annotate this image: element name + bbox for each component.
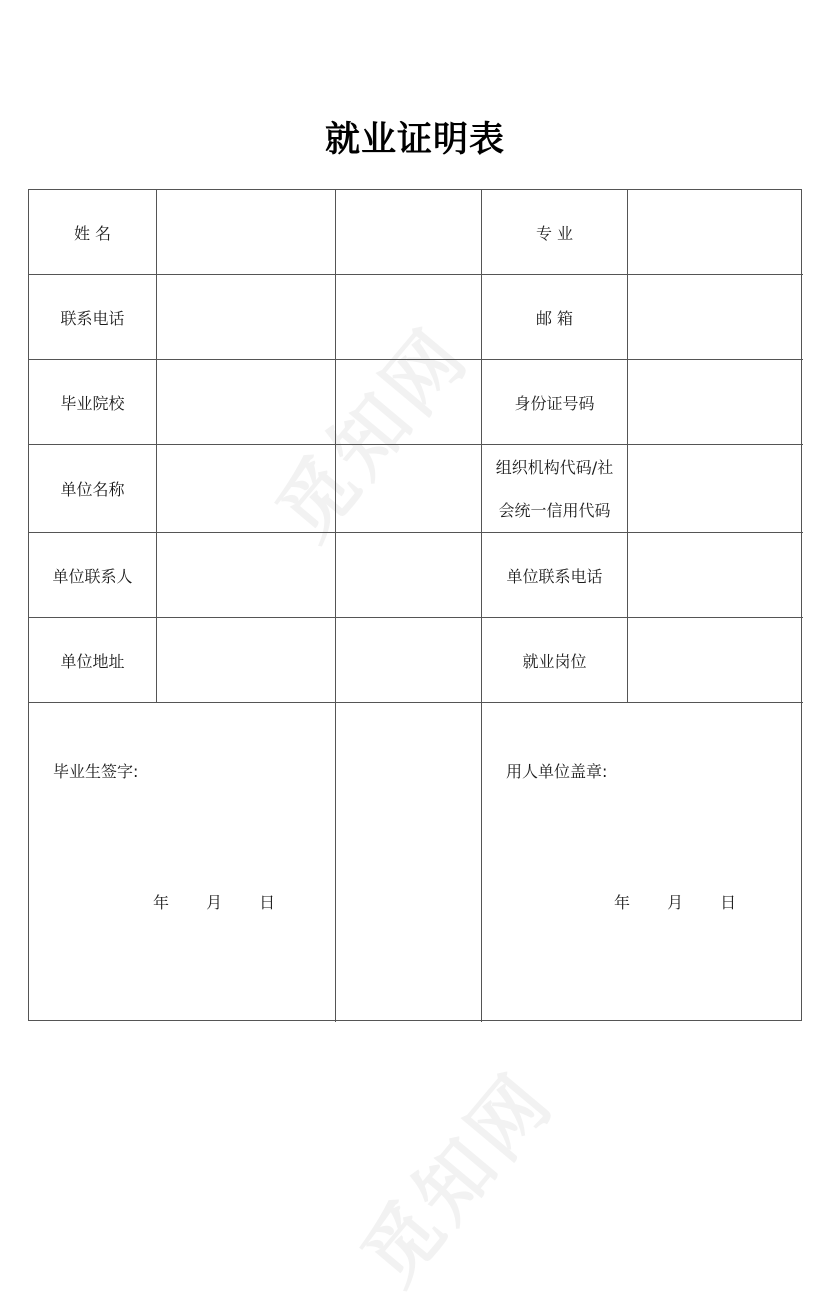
field-name-extra[interactable] xyxy=(336,190,482,275)
page-title: 就业证明表 xyxy=(324,120,505,160)
label-company-contact: 单位联系人 xyxy=(29,533,157,618)
graduate-signature-label: 毕业生签字: xyxy=(53,762,139,781)
signature-middle-cell xyxy=(336,703,482,1022)
field-name[interactable] xyxy=(157,190,336,275)
field-company-address-extra[interactable] xyxy=(336,618,482,703)
field-school-extra[interactable] xyxy=(336,360,482,445)
label-major: 专 业 xyxy=(482,190,628,275)
watermark: 觅知网 xyxy=(344,1055,571,1302)
field-job-position[interactable] xyxy=(628,618,803,703)
field-phone[interactable] xyxy=(157,275,336,360)
employment-form-table xyxy=(28,189,802,1021)
label-job-position: 就业岗位 xyxy=(482,618,628,703)
field-id-number[interactable] xyxy=(628,360,803,445)
label-phone: 联系电话 xyxy=(29,275,157,360)
field-phone-extra[interactable] xyxy=(336,275,482,360)
company-seal-date: 年 月 日 xyxy=(614,893,737,912)
label-credit-code-line1: 组织机构代码/社 xyxy=(495,457,614,477)
field-company-contact[interactable] xyxy=(157,533,336,618)
label-email: 邮 箱 xyxy=(482,275,628,360)
label-company-address: 单位地址 xyxy=(29,618,157,703)
field-company-name-extra[interactable] xyxy=(336,445,482,533)
field-email[interactable] xyxy=(628,275,803,360)
graduate-signature-date: 年 月 日 xyxy=(153,893,276,912)
field-school[interactable] xyxy=(157,360,336,445)
field-company-address[interactable] xyxy=(157,618,336,703)
field-company-name[interactable] xyxy=(157,445,336,533)
field-credit-code[interactable] xyxy=(628,445,803,533)
company-seal-area[interactable] xyxy=(482,703,803,1022)
watermark: 觅知网 xyxy=(259,310,486,557)
company-seal-label: 用人单位盖章: xyxy=(506,762,608,781)
label-id-number: 身份证号码 xyxy=(482,360,628,445)
field-company-phone[interactable] xyxy=(628,533,803,618)
label-company-phone: 单位联系电话 xyxy=(482,533,628,618)
label-name: 姓 名 xyxy=(29,190,157,275)
label-credit-code xyxy=(482,445,628,533)
field-company-contact-extra[interactable] xyxy=(336,533,482,618)
label-company-name: 单位名称 xyxy=(29,445,157,533)
label-credit-code-line2: 会统一信用代码 xyxy=(498,500,611,520)
label-school: 毕业院校 xyxy=(29,360,157,445)
graduate-signature-area[interactable] xyxy=(29,703,336,1022)
field-major[interactable] xyxy=(628,190,803,275)
